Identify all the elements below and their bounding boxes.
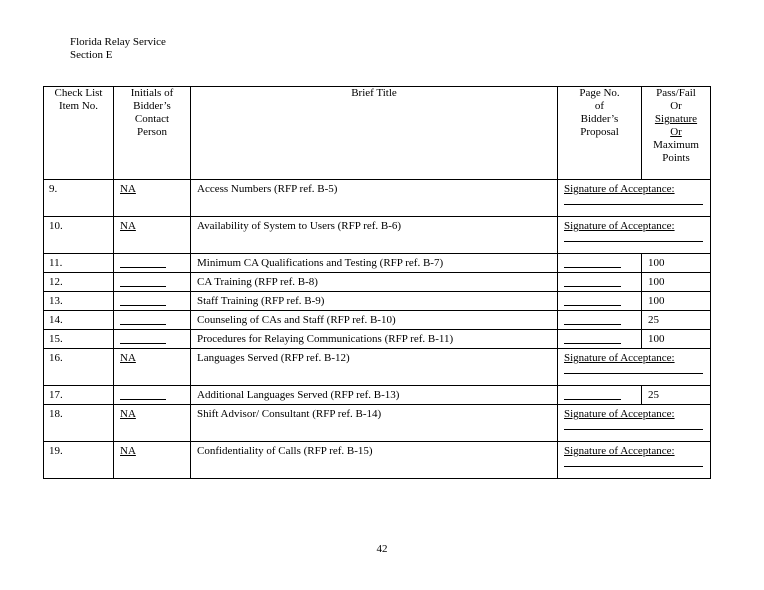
initials-cell — [114, 273, 191, 292]
points-cell: 100 — [642, 330, 711, 349]
signature-label: Signature of Acceptance: — [564, 445, 675, 457]
item-number: 14. — [44, 311, 114, 330]
brief-title-cell: Availability of System to Users (RFP ref. B-6) — [191, 217, 558, 254]
brief-title-cell: Confidentiality of Calls (RFP ref. B-15) — [191, 442, 558, 479]
header-section: Section E — [70, 49, 113, 61]
item-number: 13. — [44, 292, 114, 311]
document-header — [70, 36, 166, 62]
signature-label: Signature of Acceptance: — [564, 183, 675, 195]
page-no-blank — [564, 257, 621, 268]
brief-title-cell: Staff Training (RFP ref. B-9) — [191, 292, 558, 311]
table-row — [44, 442, 711, 479]
initials-cell: NA — [114, 349, 191, 386]
page-no-cell — [558, 273, 642, 292]
item-number: 10. — [44, 217, 114, 254]
item-number: 9. — [44, 180, 114, 217]
column-header-page-no: Page No. of Bidder’s Proposal — [558, 87, 642, 180]
item-number: 18. — [44, 405, 114, 442]
table-row — [44, 405, 711, 442]
table-row — [44, 349, 711, 386]
brief-title-cell: Procedures for Relaying Communications (RFP ref. B-11) — [191, 330, 558, 349]
item-number: 19. — [44, 442, 114, 479]
signature-line — [564, 429, 703, 430]
table-header-row — [44, 87, 711, 180]
signature-cell — [558, 442, 711, 479]
signature-cell — [558, 349, 711, 386]
initials-cell: NA — [114, 217, 191, 254]
initials-cell: NA — [114, 180, 191, 217]
signature-cell — [558, 405, 711, 442]
column-header-pass-fail: Pass/Fail Or Signature Or Maximum Points — [642, 87, 711, 180]
initials-blank — [120, 333, 166, 344]
item-number: 15. — [44, 330, 114, 349]
initials-blank — [120, 257, 166, 268]
initials-blank — [120, 295, 166, 306]
page-no-cell — [558, 311, 642, 330]
initials-cell — [114, 254, 191, 273]
initials-cell — [114, 330, 191, 349]
table-row — [44, 217, 711, 254]
table-row — [44, 330, 711, 349]
initials-cell: NA — [114, 405, 191, 442]
points-cell: 100 — [642, 273, 711, 292]
page-no-blank — [564, 295, 621, 306]
page-number: 42 — [376, 543, 388, 555]
signature-cell — [558, 180, 711, 217]
table-row — [44, 292, 711, 311]
signature-cell — [558, 217, 711, 254]
column-header-check-list: Check List Item No. — [44, 87, 114, 180]
checklist-table — [43, 86, 711, 479]
page-no-cell — [558, 330, 642, 349]
header-title: Florida Relay Service — [70, 36, 166, 48]
item-number: 12. — [44, 273, 114, 292]
brief-title-cell: Minimum CA Qualifications and Testing (RFP ref. B-7) — [191, 254, 558, 273]
points-cell: 100 — [642, 254, 711, 273]
table-row — [44, 311, 711, 330]
brief-title-cell: Counseling of CAs and Staff (RFP ref. B-10) — [191, 311, 558, 330]
initials-cell — [114, 292, 191, 311]
signature-line — [564, 204, 703, 205]
item-number: 16. — [44, 349, 114, 386]
column-header-brief-title: Brief Title — [191, 87, 558, 180]
signature-label: Signature of Acceptance: — [564, 408, 675, 420]
points-cell: 25 — [642, 311, 711, 330]
page-no-cell — [558, 386, 642, 405]
signature-line — [564, 241, 703, 242]
points-cell: 25 — [642, 386, 711, 405]
page-no-cell — [558, 292, 642, 311]
initials-cell: NA — [114, 442, 191, 479]
page-no-blank — [564, 333, 621, 344]
initials-blank — [120, 314, 166, 325]
item-number: 11. — [44, 254, 114, 273]
signature-label: Signature of Acceptance: — [564, 352, 675, 364]
brief-title-cell: Languages Served (RFP ref. B-12) — [191, 349, 558, 386]
table-row — [44, 273, 711, 292]
column-header-initials: Initials of Bidder’s Contact Person — [114, 87, 191, 180]
page-no-blank — [564, 276, 621, 287]
table-row — [44, 254, 711, 273]
brief-title-cell: Access Numbers (RFP ref. B-5) — [191, 180, 558, 217]
initials-cell — [114, 386, 191, 405]
signature-line — [564, 466, 703, 467]
initials-cell — [114, 311, 191, 330]
initials-blank — [120, 389, 166, 400]
table-row — [44, 180, 711, 217]
signature-label: Signature of Acceptance: — [564, 220, 675, 232]
page-no-blank — [564, 389, 621, 400]
page-no-cell — [558, 254, 642, 273]
table-row — [44, 386, 711, 405]
points-cell: 100 — [642, 292, 711, 311]
brief-title-cell: Shift Advisor/ Consultant (RFP ref. B-14) — [191, 405, 558, 442]
signature-line — [564, 373, 703, 374]
brief-title-cell: CA Training (RFP ref. B-8) — [191, 273, 558, 292]
brief-title-cell: Additional Languages Served (RFP ref. B-13) — [191, 386, 558, 405]
page-no-blank — [564, 314, 621, 325]
item-number: 17. — [44, 386, 114, 405]
initials-blank — [120, 276, 166, 287]
